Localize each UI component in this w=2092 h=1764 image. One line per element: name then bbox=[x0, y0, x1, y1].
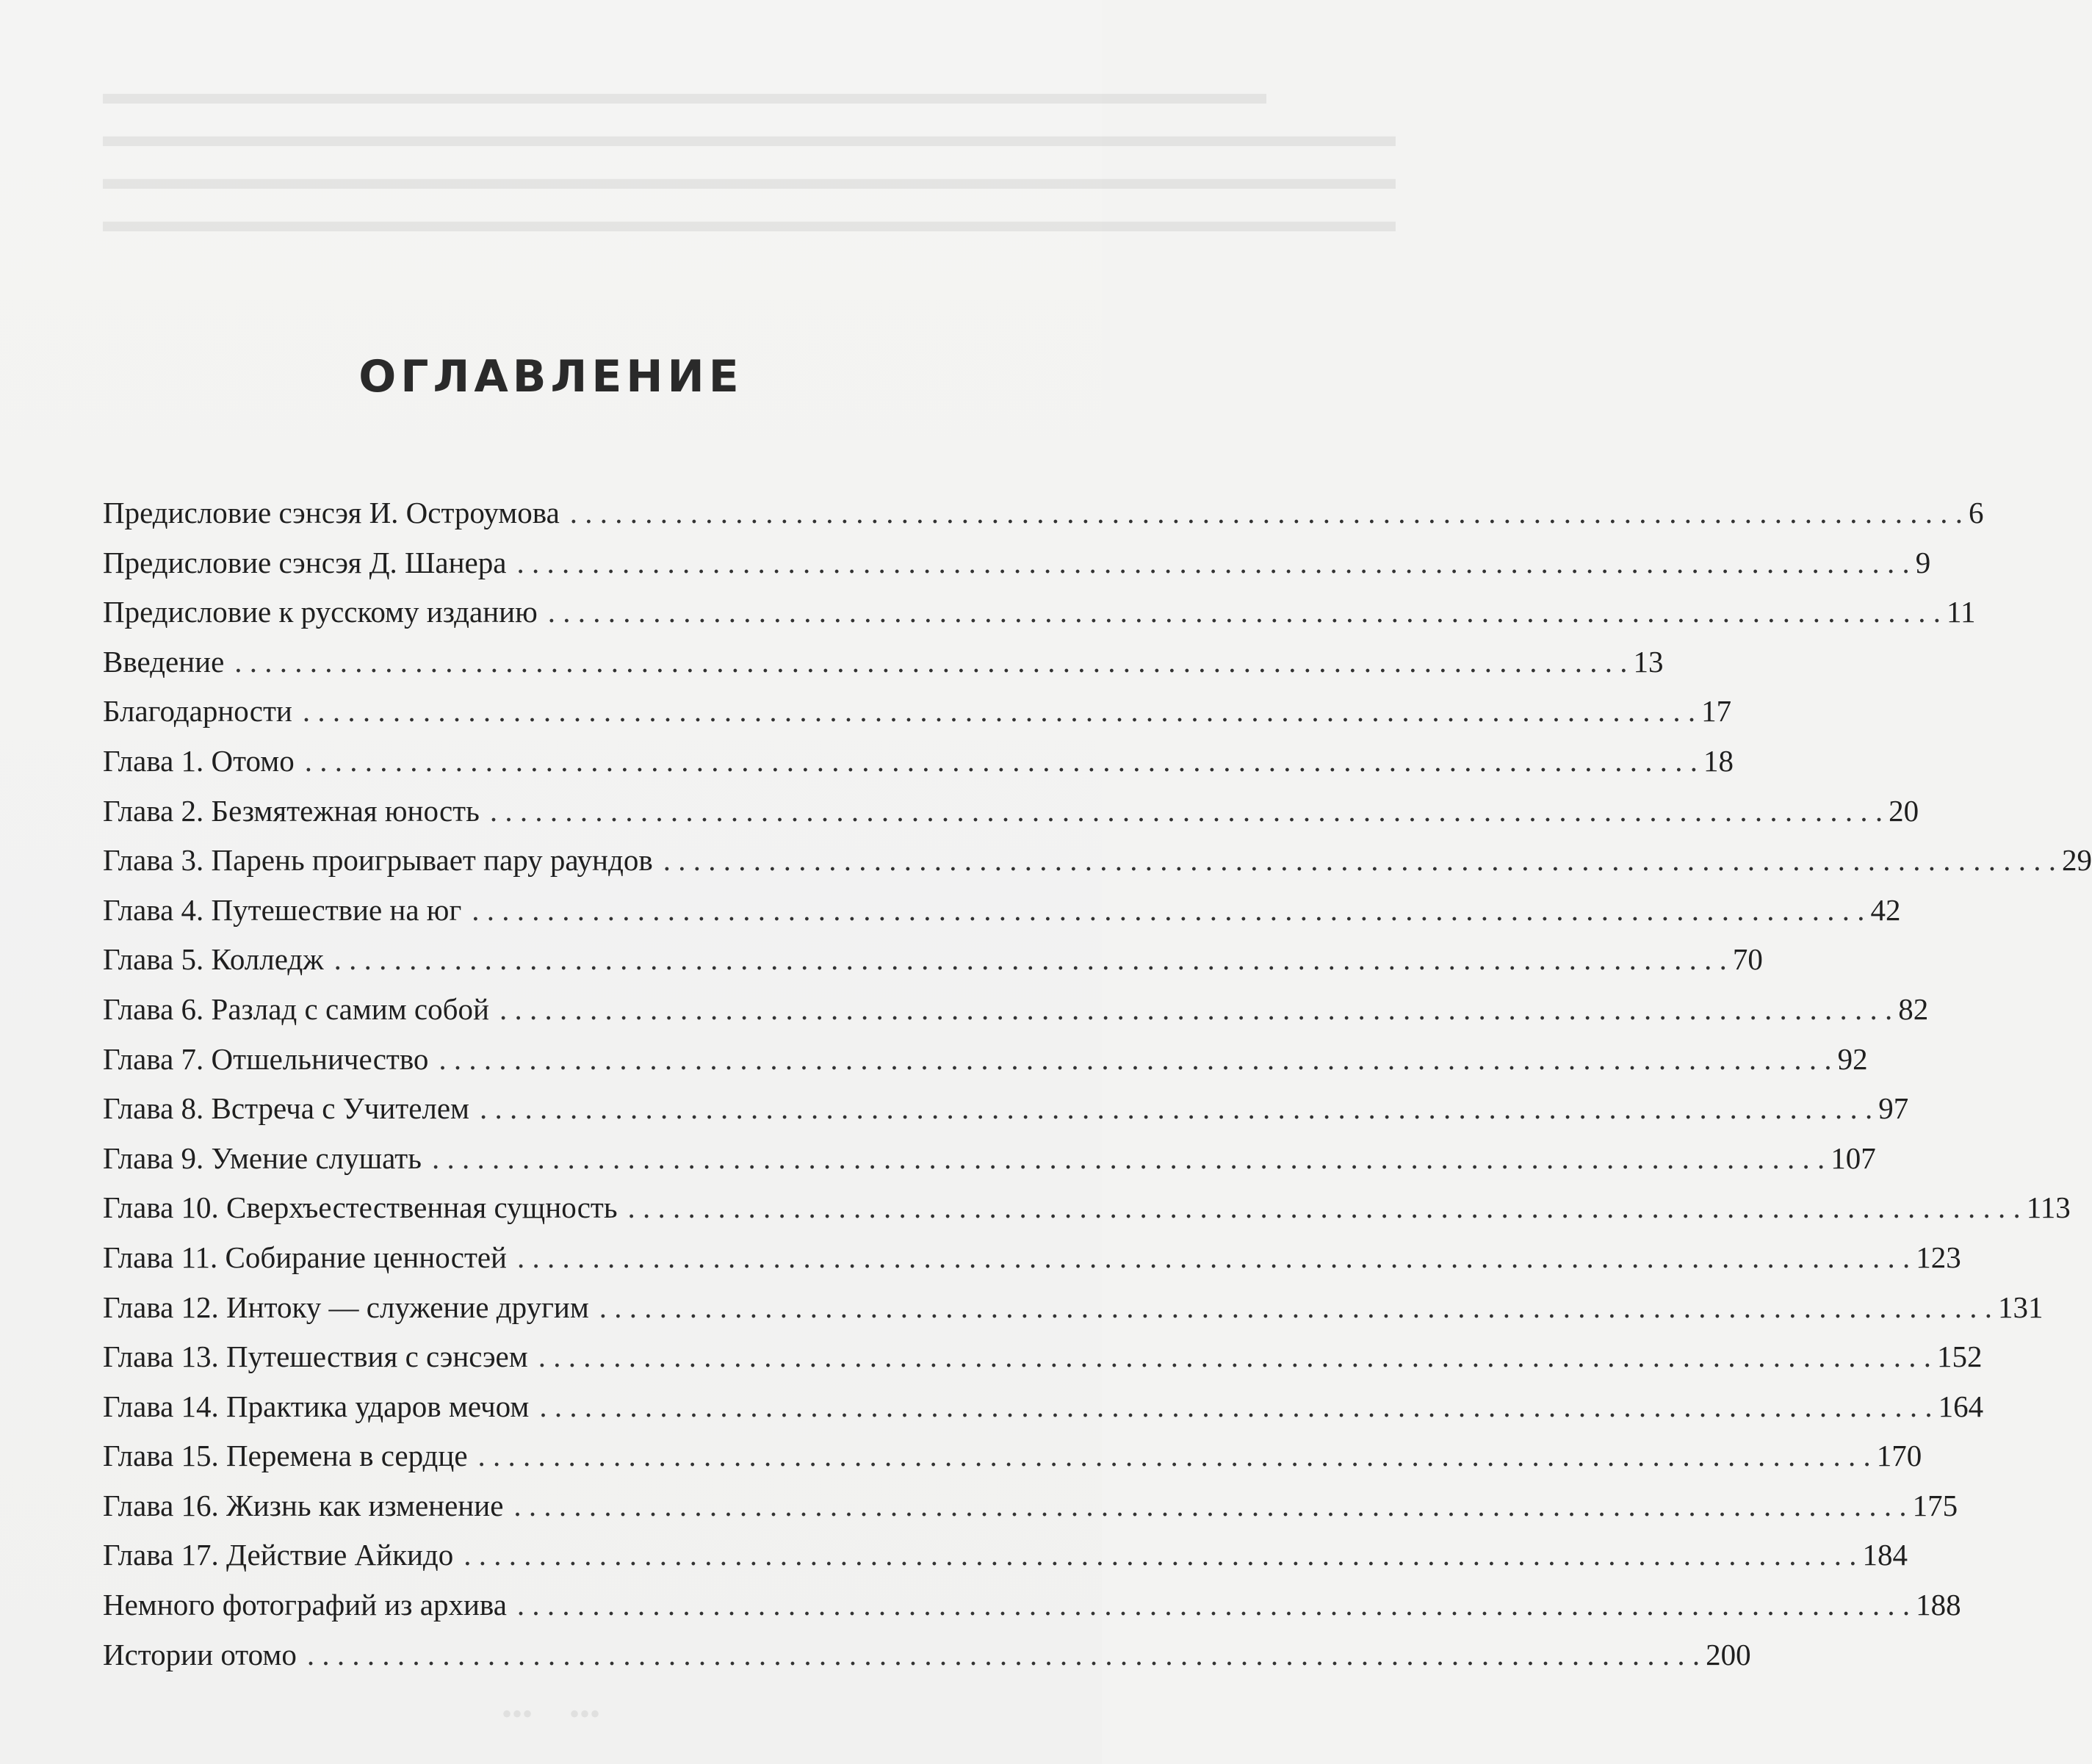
toc-entry-page: 20 bbox=[1889, 793, 1919, 828]
toc-entry-page: 11 bbox=[1946, 595, 1976, 629]
toc-entry-title: Глава 10. Сверхъестественная сущность bbox=[103, 1190, 618, 1225]
toc-entry-page: 29 bbox=[2061, 843, 2092, 878]
toc-entry-title: Предисловие сэнсэя Д. Шанера bbox=[103, 545, 507, 579]
dot-leader bbox=[490, 787, 1883, 836]
toc-entry-page: 131 bbox=[1998, 1290, 2044, 1324]
toc-entry-title: Глава 1. Отомо bbox=[103, 743, 295, 778]
dot-leader bbox=[538, 1332, 1931, 1382]
toc-entry bbox=[103, 637, 1664, 687]
dot-leader bbox=[234, 637, 1627, 687]
toc-entry-page: 170 bbox=[1876, 1439, 1922, 1473]
dot-leader bbox=[570, 488, 1963, 538]
toc-entry-page: 113 bbox=[2026, 1190, 2071, 1225]
toc-entry-page: 9 bbox=[1915, 545, 1931, 579]
bleed-through-text: ▬▬▬▬▬▬▬▬▬▬▬▬▬▬▬▬▬▬▬▬▬▬▬▬▬▬▬▬▬▬▬▬▬▬▬▬ ▬▬▬▬▬▬▬▬▬▬▬▬▬▬▬▬▬▬▬▬▬▬▬▬▬▬▬▬▬▬▬▬▬▬▬▬▬▬▬▬ ▬▬▬▬▬▬▬▬▬▬▬▬▬▬▬▬▬▬▬▬▬▬▬▬▬▬▬▬▬▬▬▬▬▬▬▬▬▬▬▬ ▬▬▬▬▬▬▬▬▬▬▬▬▬▬▬▬▬▬▬▬▬▬▬▬▬▬▬▬▬▬▬▬▬▬▬▬▬▬▬▬ bbox=[103, 75, 1396, 239]
toc-entry-page: 92 bbox=[1837, 1041, 1868, 1076]
toc-entry bbox=[103, 836, 2092, 886]
toc-entry bbox=[103, 488, 1984, 538]
toc-entry bbox=[103, 1382, 1984, 1432]
toc-entry-page: 152 bbox=[1936, 1340, 1983, 1374]
dot-leader bbox=[305, 737, 1698, 787]
toc-entry bbox=[103, 1332, 1983, 1382]
page-number-bleed: ••• ••• bbox=[501, 1697, 601, 1730]
toc-entry-title: Глава 14. Практика ударов мечом bbox=[103, 1389, 530, 1423]
toc-entry-title: Глава 5. Колледж bbox=[103, 942, 324, 977]
toc-entry bbox=[103, 1183, 2071, 1233]
toc-entry-page: 188 bbox=[1916, 1588, 1961, 1622]
toc-entry-title: Глава 3. Парень проигрывает пару раундов bbox=[103, 843, 653, 878]
toc-entry-page: 18 bbox=[1703, 743, 1734, 778]
toc-entry bbox=[103, 538, 1931, 588]
dot-leader bbox=[663, 836, 2056, 886]
toc-entry-title: Глава 4. Путешествие на юг bbox=[103, 892, 462, 927]
dot-leader bbox=[334, 935, 1727, 985]
dot-leader bbox=[599, 1283, 1992, 1333]
toc-entry bbox=[103, 588, 1976, 637]
toc-entry-page: 123 bbox=[1916, 1240, 1961, 1274]
toc-entry bbox=[103, 1084, 1909, 1134]
dot-leader bbox=[517, 1580, 1910, 1630]
toc-entry-title: Глава 17. Действие Айкидо bbox=[103, 1538, 454, 1572]
dot-leader bbox=[307, 1630, 1700, 1680]
toc-entry bbox=[103, 985, 1929, 1035]
toc-heading: ОГЛАВЛЕНИЕ bbox=[358, 351, 743, 402]
toc-entry bbox=[103, 935, 1763, 985]
toc-entry-title: Введение bbox=[103, 644, 225, 679]
toc-entry-page: 42 bbox=[1870, 892, 1901, 927]
toc-entry bbox=[103, 1481, 1958, 1531]
toc-entry-page: 82 bbox=[1898, 991, 1929, 1026]
dot-leader bbox=[516, 538, 1909, 588]
toc-entry-title: Истории отомо bbox=[103, 1637, 297, 1671]
dot-leader bbox=[480, 1084, 1872, 1134]
toc-entry-title: Глава 11. Собирание ценностей bbox=[103, 1240, 507, 1274]
toc-entry-page: 6 bbox=[1969, 496, 1984, 529]
dot-leader bbox=[478, 1431, 1871, 1481]
toc-entry-page: 175 bbox=[1912, 1488, 1958, 1522]
toc-entry-title: Глава 2. Безмятежная юность bbox=[103, 793, 480, 828]
toc-entry-title: Благодарности bbox=[103, 694, 292, 729]
dot-leader bbox=[303, 687, 1695, 737]
dot-leader bbox=[548, 588, 1941, 637]
toc-entry-title: Глава 12. Интоку — служение другим bbox=[103, 1290, 589, 1324]
toc-entry bbox=[103, 886, 1901, 936]
toc-entry-title: Глава 7. Отшельничество bbox=[103, 1041, 429, 1076]
dot-leader bbox=[472, 886, 1864, 936]
toc-entry bbox=[103, 1580, 1961, 1630]
toc-entry-page: 107 bbox=[1830, 1141, 1876, 1175]
toc-entry-title: Предисловие сэнсэя И. Остроумова bbox=[103, 496, 560, 529]
toc-entry bbox=[103, 687, 1732, 737]
toc-entry-page: 97 bbox=[1878, 1091, 1909, 1126]
toc-entry-title: Глава 8. Встреча с Учителем bbox=[103, 1091, 470, 1126]
toc-entry-page: 200 bbox=[1706, 1637, 1751, 1671]
toc-entry-page: 13 bbox=[1633, 644, 1664, 679]
dot-leader bbox=[513, 1481, 1906, 1531]
toc-entry-page: 164 bbox=[1938, 1389, 1984, 1423]
dot-leader bbox=[539, 1382, 1932, 1432]
table-of-contents bbox=[103, 488, 2092, 1680]
toc-entry-title: Глава 15. Перемена в сердце bbox=[103, 1439, 468, 1473]
dot-leader bbox=[499, 985, 1892, 1035]
dot-leader bbox=[432, 1134, 1825, 1184]
toc-entry-page: 17 bbox=[1701, 694, 1732, 729]
toc-entry bbox=[103, 1530, 1908, 1580]
toc-entry bbox=[103, 1630, 1751, 1680]
toc-entry bbox=[103, 1134, 1876, 1184]
dot-leader bbox=[628, 1183, 2021, 1233]
dot-leader bbox=[439, 1035, 1831, 1085]
toc-entry-title: Предисловие к русскому изданию bbox=[103, 595, 538, 629]
dot-leader bbox=[464, 1530, 1856, 1580]
toc-entry bbox=[103, 1283, 2044, 1333]
toc-entry-title: Немного фотографий из архива bbox=[103, 1588, 507, 1622]
toc-entry-title: Глава 13. Путешествия с сэнсэем bbox=[103, 1340, 528, 1374]
toc-entry bbox=[103, 1035, 1868, 1085]
dot-leader bbox=[517, 1233, 1910, 1283]
toc-entry-title: Глава 6. Разлад с самим собой bbox=[103, 991, 489, 1026]
toc-entry bbox=[103, 1431, 1922, 1481]
toc-entry-title: Глава 9. Умение слушать bbox=[103, 1141, 422, 1175]
toc-entry bbox=[103, 787, 1919, 836]
toc-entry-title: Глава 16. Жизнь как изменение bbox=[103, 1488, 504, 1522]
toc-entry bbox=[103, 737, 1734, 787]
toc-entry bbox=[103, 1233, 1961, 1283]
toc-entry-page: 184 bbox=[1862, 1538, 1908, 1572]
toc-entry-page: 70 bbox=[1732, 942, 1763, 977]
